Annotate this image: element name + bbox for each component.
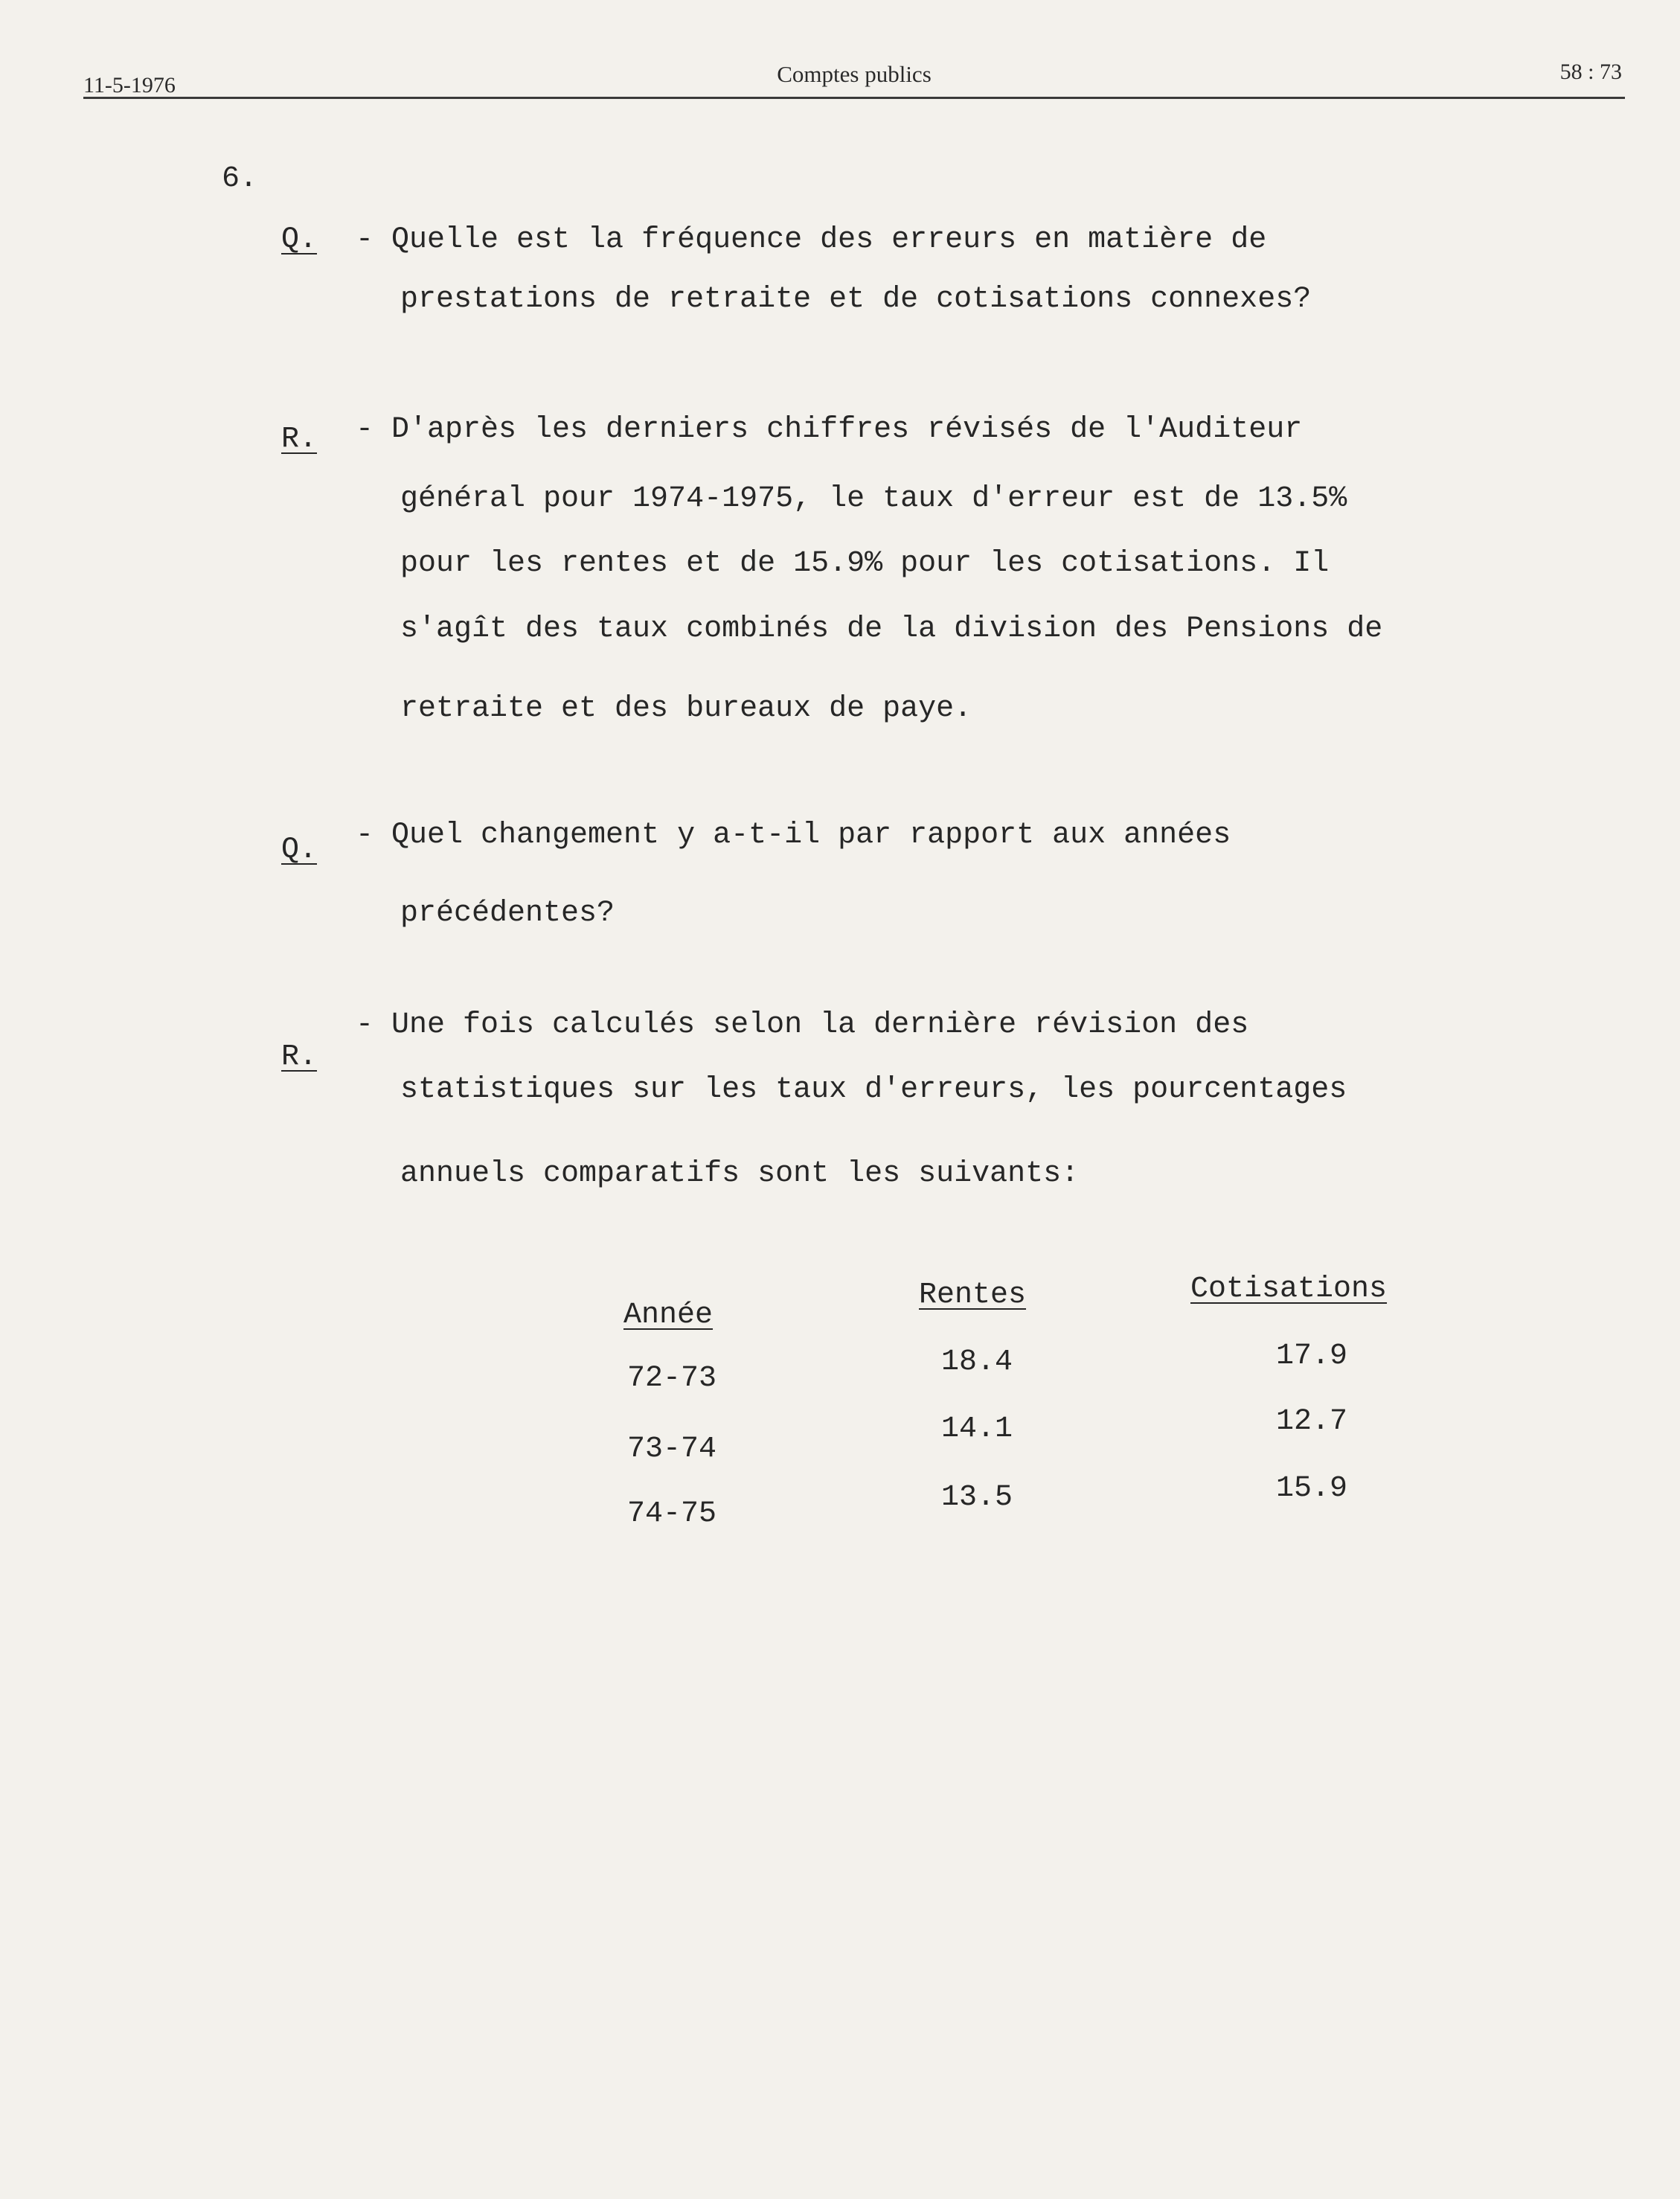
table-header-cotisations: Cotisations [1190, 1273, 1388, 1306]
qa-line: précédentes? [400, 897, 615, 930]
qa-line: s'agît des taux combinés de la division des Pensions de [400, 612, 1383, 646]
table-row-1-cotisations: 17.9 [1276, 1339, 1348, 1373]
qa-marker-q1: Q. [281, 223, 318, 257]
page-header [83, 60, 1625, 99]
qa-line: - D'après les derniers chiffres révisés de l'Auditeur [356, 413, 1303, 446]
qa-line: - Une fois calculés selon la dernière révision des [356, 1008, 1249, 1042]
header-title: Comptes publics [777, 61, 932, 87]
table-row-2-rentes: 14.1 [941, 1412, 1013, 1446]
qa-marker-r1: R. [281, 423, 318, 456]
qa-marker-r2: R. [281, 1040, 318, 1074]
qa-marker-q2: Q. [281, 833, 318, 867]
table-row-3-annee: 74-75 [627, 1497, 717, 1531]
table-header-annee: Année [623, 1299, 714, 1332]
header-date: 11-5-1976 [83, 73, 176, 97]
qa-line: - Quelle est la fréquence des erreurs en matière de [356, 223, 1267, 257]
qa-line: pour les rentes et de 15.9% pour les cotisations. Il [400, 547, 1330, 580]
header-page-number: 58 : 73 [1559, 60, 1622, 84]
table-row-1-rentes: 18.4 [941, 1345, 1013, 1379]
table-header-rentes: Rentes [919, 1278, 1027, 1312]
qa-line: - Quel changement y a-t-il par rapport aux années [356, 819, 1231, 852]
qa-line: prestations de retraite et de cotisations connexes? [400, 283, 1312, 316]
table-row-2-cotisations: 12.7 [1276, 1405, 1348, 1438]
table-row-1-annee: 72-73 [627, 1362, 717, 1395]
qa-line: général pour 1974-1975, le taux d'erreur est de 13.5% [400, 482, 1347, 516]
section-number: 6. [222, 162, 258, 196]
table-row-3-cotisations: 15.9 [1276, 1472, 1348, 1505]
table-row-3-rentes: 13.5 [941, 1481, 1013, 1514]
qa-line: annuels comparatifs sont les suivants: [400, 1157, 1080, 1191]
table-row-2-annee: 73-74 [627, 1433, 717, 1466]
qa-line: retraite et des bureaux de paye. [400, 692, 972, 726]
qa-line: statistiques sur les taux d'erreurs, les pourcentages [400, 1073, 1347, 1107]
